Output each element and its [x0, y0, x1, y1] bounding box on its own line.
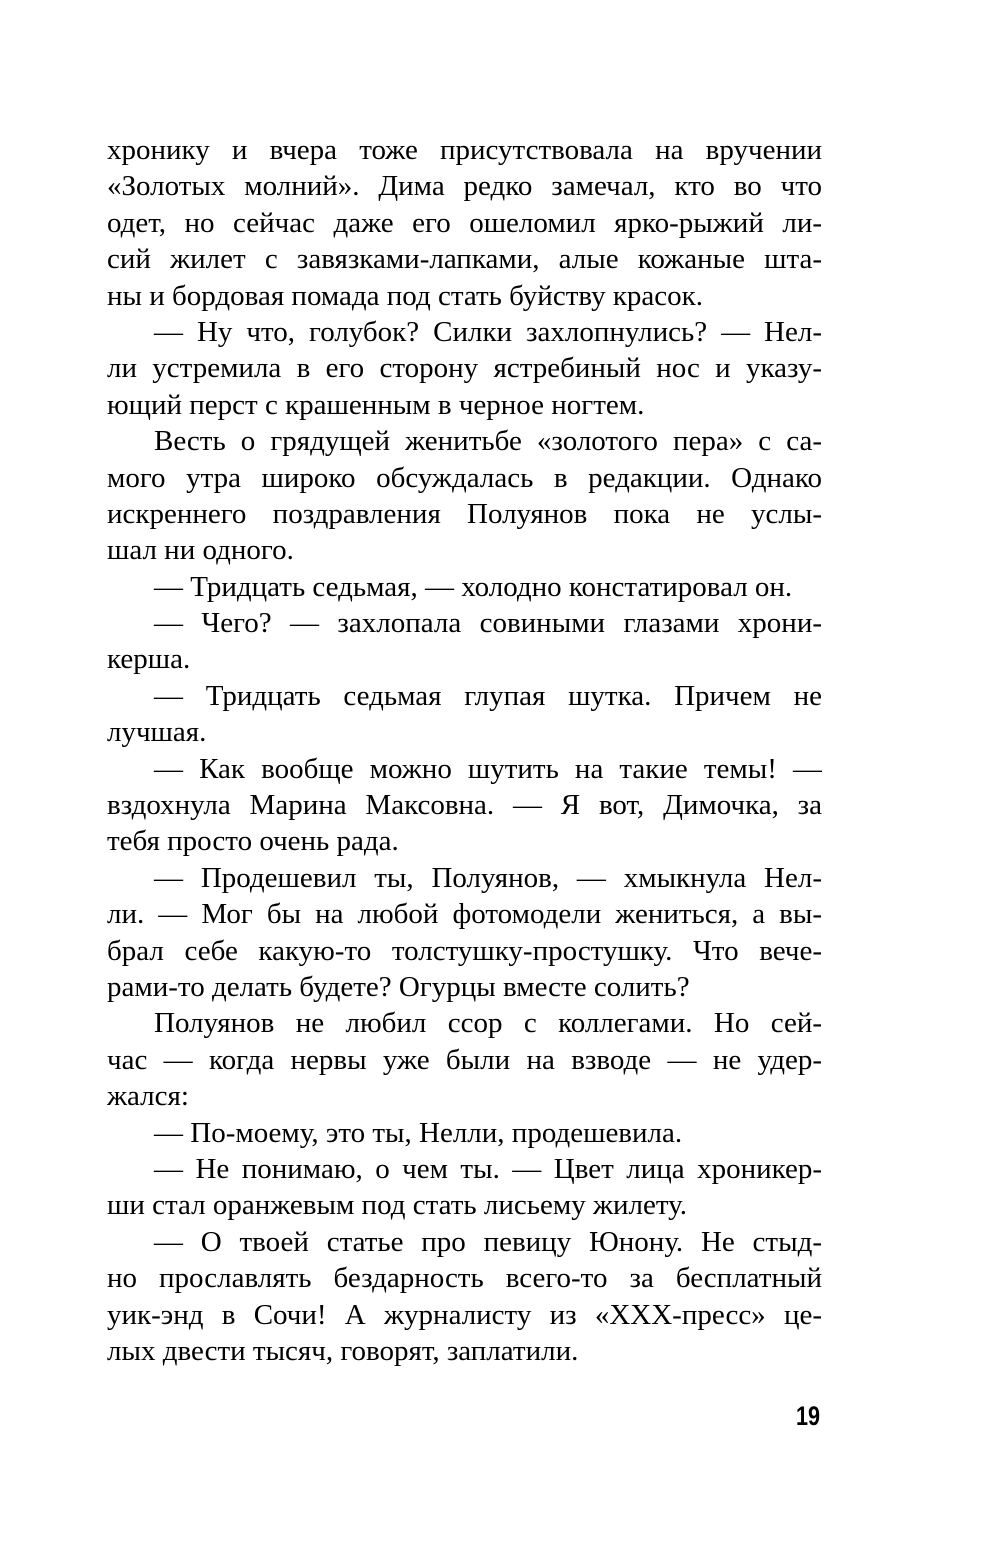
text-line: ны и бордовая помада под стать буйству красок. — [107, 279, 703, 312]
text-line: искреннего поздравления Полуянов пока не услы- — [107, 497, 822, 530]
text-line: вздохнула Марина Максовна. — Я вот, Димочка, за — [107, 789, 822, 822]
text-line: уик-энд в Сочи! А журналисту из «ХХХ-пресс» це- — [107, 1298, 822, 1331]
text-line: «Золотых молний». Дима редко замечал, кто во что — [107, 170, 822, 203]
text-line: Полуянов не любил ссор с коллегами. Но сей- — [154, 1007, 822, 1040]
text-line: — По-моему, это ты, Нелли, продешевила. — [154, 1116, 683, 1149]
text-line: — Не понимаю, о чем ты. — Цвет лица хроникер- — [154, 1152, 822, 1185]
text-line: брал себе какую-то толстушку-простушку. Что вече- — [107, 934, 822, 967]
text-line: — Продешевил ты, Полуянов, — хмыкнула Нел- — [154, 861, 822, 894]
text-line: ли устремила в его сторону ястребиный нос и указу- — [107, 352, 822, 385]
body-text — [107, 132, 822, 1369]
text-line: тебя просто очень рада. — [107, 825, 399, 858]
text-line: — Тридцать седьмая глупая шутка. Причем не — [154, 679, 822, 712]
text-line: лых двести тысяч, говорят, заплатили. — [107, 1334, 579, 1367]
text-line: мого утра широко обсуждалась в редакции. Однако — [107, 461, 822, 494]
text-line: ши стал оранжевым под стать лисьему жилету. — [107, 1189, 687, 1222]
text-line: лучшая. — [107, 716, 207, 749]
text-line: сий жилет с завязками-лапками, алые кожаные шта- — [107, 243, 822, 276]
text-line: но прославлять бездарность всего-то за бесплатный — [107, 1262, 822, 1295]
text-line: Весть о грядущей женитьбе «золотого пера» с са- — [154, 425, 822, 458]
text-line: — Как вообще можно шутить на такие темы! — — [154, 752, 822, 785]
text-line: рами-то делать будете? Огурцы вместе солить? — [107, 970, 690, 1003]
text-line: час — когда нервы уже были на взводе — не удер- — [107, 1043, 822, 1076]
text-line: жался: — [107, 1080, 189, 1113]
text-line: — Тридцать седьмая, — холодно констатировал он. — [154, 570, 793, 603]
text-line: — О твоей статье про певицу Юнону. Не стыд- — [154, 1225, 822, 1258]
text-line: ли. — Мог бы на любой фотомодели жениться, а вы- — [107, 898, 822, 931]
text-line: ющий перст с крашенным в черное ногтем. — [107, 388, 645, 421]
text-line: керша. — [107, 643, 191, 676]
text-line: — Чего? — захлопала совиными глазами хрони- — [154, 607, 822, 640]
text-line: шал ни одного. — [107, 534, 294, 567]
text-line: хронику и вчера тоже присутствовала на вручении — [107, 134, 822, 166]
text-line: — Ну что, голубок? Силки захлопнулись? — Нел- — [154, 315, 822, 348]
text-line: одет, но сейчас даже его ошеломил ярко-рыжий ли- — [107, 206, 822, 239]
page-number: 19 — [795, 1401, 820, 1431]
